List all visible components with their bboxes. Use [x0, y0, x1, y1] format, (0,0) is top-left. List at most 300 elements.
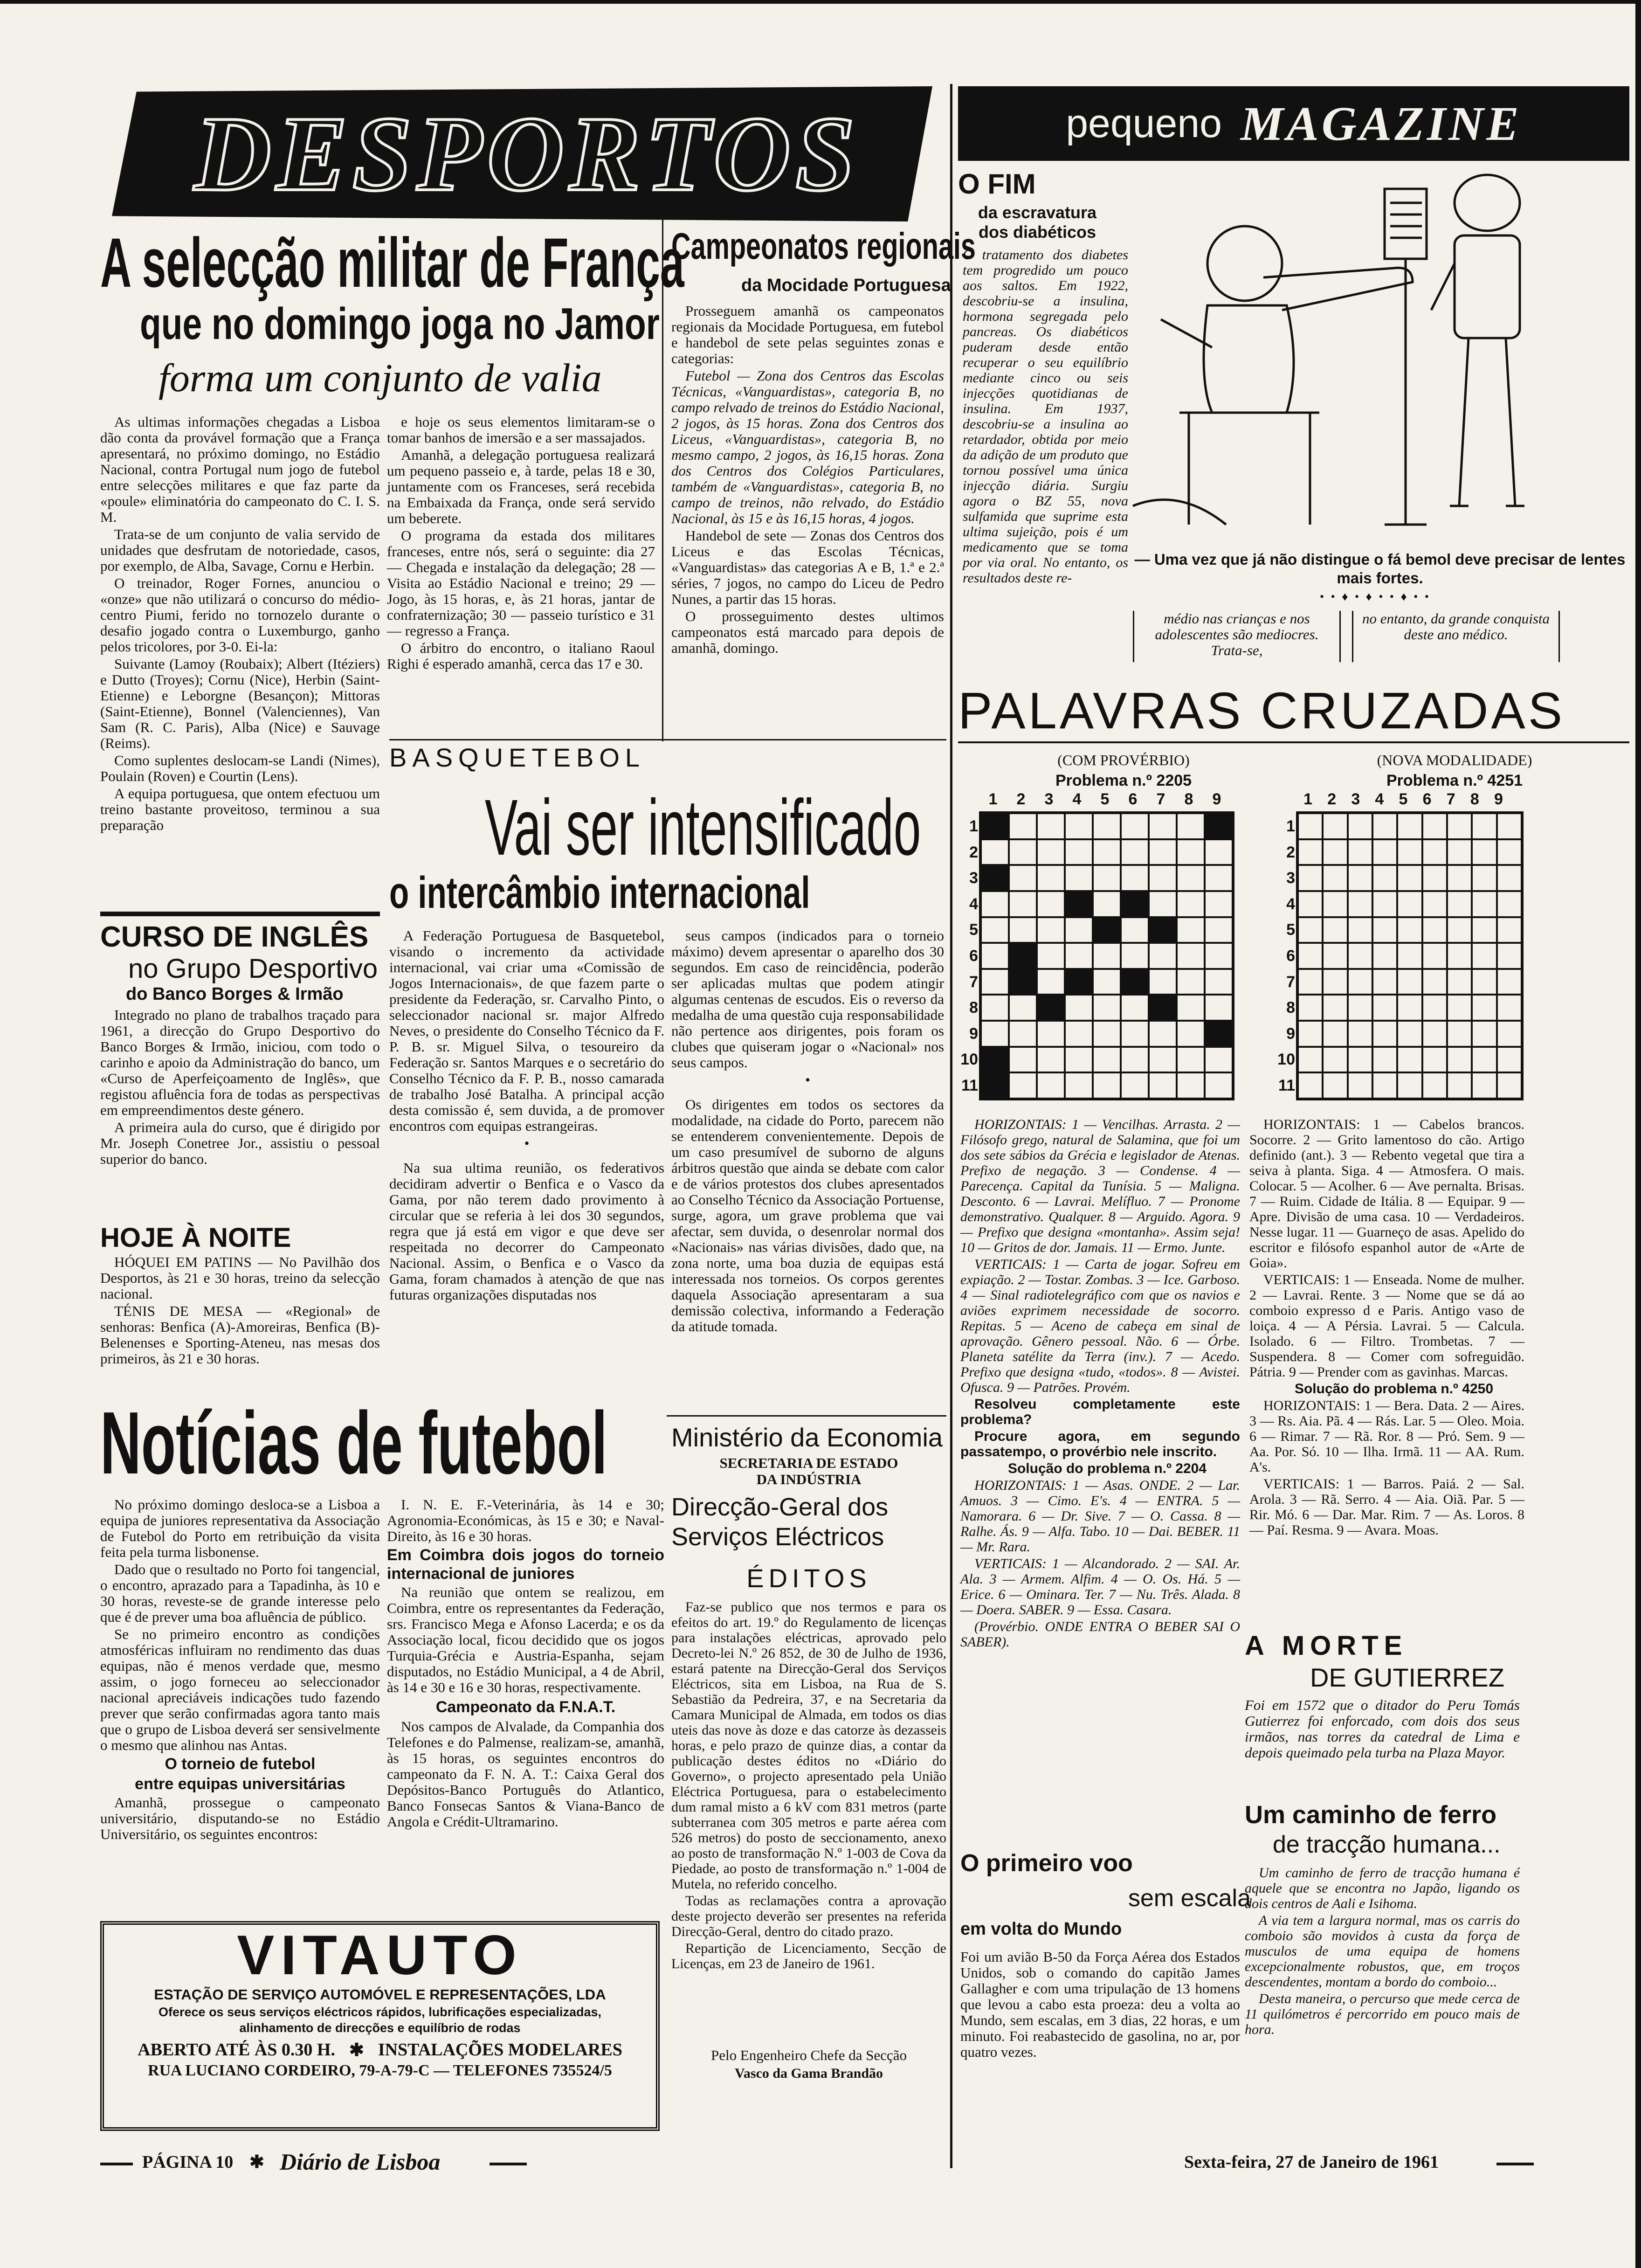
ministerio-p3: Repartição de Licenciamento, Secção de Licenças, em 23 de Janeiro de 1961. [671, 1941, 946, 1971]
grid-cell[interactable] [1009, 891, 1037, 917]
grid-cell[interactable] [1422, 813, 1447, 839]
grid-cell[interactable] [1472, 1072, 1496, 1099]
grid-cell[interactable] [1037, 969, 1065, 995]
grid-cell[interactable] [1177, 1021, 1205, 1047]
grid-cell[interactable] [981, 995, 1009, 1021]
grid-cell[interactable] [1298, 969, 1323, 995]
grid-cell[interactable] [1472, 813, 1496, 839]
grid-cell[interactable] [1121, 813, 1149, 839]
grid-cell[interactable] [981, 1047, 1009, 1073]
grid-cell[interactable] [1149, 891, 1177, 917]
grid-cell[interactable] [1397, 1072, 1422, 1099]
row-num: 11 [1278, 1076, 1295, 1094]
grid-cell[interactable] [981, 865, 1009, 891]
grid-cell[interactable] [1298, 865, 1323, 891]
grid-cell[interactable] [1121, 839, 1149, 865]
basquete-p4: Os dirigentes em todos os sectores da modalidade, na cidade do Porto, parecem não se entenderem convenientemente. Depois de um caso presumível de suborno de alguns árbitros questão que ainda se debate com calor e de vários protestos dos clubes apresentados ao Conselho Técnico da Associação Portuense, surge, agora, um grave problema que vai afectar, sem duvida, o desenrolar normal dos «Nacionais» nas várias divisões, dado que, na zona norte, uma boa duzia de equipas está interessada nos torneios. Os corpos gerentes daquela Associação apresentaram a sua demissão colectiva, informando a Federação da atitude tomada. [671, 1096, 944, 1335]
grid-cell[interactable] [1497, 995, 1522, 1021]
vitauto-brand: VITAUTO [237, 1924, 523, 1986]
morte-headline: A MORTE [1245, 1631, 1408, 1661]
grid-cell[interactable] [1298, 943, 1323, 969]
grid-cell[interactable] [1447, 1021, 1472, 1047]
grid-cell[interactable] [1177, 917, 1205, 943]
grid-cell[interactable] [1149, 969, 1177, 995]
grid-cell[interactable] [1009, 1021, 1037, 1047]
col-num: 6 [1128, 790, 1138, 808]
grid-cell[interactable] [1177, 865, 1205, 891]
magazine-big: MAGAZINE [1241, 97, 1522, 151]
grid-cell[interactable] [1093, 917, 1121, 943]
row-num: 10 [1277, 1051, 1295, 1069]
vitauto-line1: ESTAÇÃO DE SERVIÇO AUTOMÓVEL E REPRESENTAÇÕES, LDA [154, 1986, 606, 2003]
grid-cell[interactable] [1472, 891, 1496, 917]
fim-tail-col2: no entanto, da grande conquista deste ano médico. [1352, 611, 1560, 662]
grid-cell[interactable] [1323, 891, 1347, 917]
grid-cell[interactable] [1205, 917, 1233, 943]
basquete-p2: Na sua ultima reunião, os federativos decidiram advertir o Benfica e o Vasco da Gama, por não terem dado provimento à circular que se referia à lei dos 30 segundos, regra que já está em vigor e que deve ser respeitada no decorrer do Campeonato Nacional. Assim, o Benfica e o Vasco da Gama, foram chamados à atenção de que nas futuras organizações disputadas nos [389, 1160, 664, 1303]
grid-cell[interactable] [1177, 839, 1205, 865]
grid-cell[interactable] [1177, 813, 1205, 839]
grid-cell[interactable] [1298, 995, 1323, 1021]
grid-cell[interactable] [1397, 917, 1422, 943]
grid-cell[interactable] [981, 969, 1009, 995]
regionais-p2: Futebol — Zona dos Centros das Escolas Técnicas, «Vanguardistas», categoria B, no campo relvado de treinos do Estádio Nacional, 2 jogos, às 15 horas. Zona dos Centros dos Liceus, «Vanguardistas», categoria B, no mesmo campo, 2 jogos, às 16,15 horas. Zona dos Centros dos Colégios Particulares, também de «Vanguardistas», categoria B, no campo de treinos, não relvado, do Estádio Nacional, às 15 e às 16,15 horas, 4 jogos. [671, 367, 944, 526]
futebol-body-col2 [387, 1497, 664, 1907]
magazine-small: pequeno [1066, 101, 1222, 146]
grid-cell[interactable] [1422, 839, 1447, 865]
grid-cell[interactable] [1497, 969, 1522, 995]
torneio-headline: O torneio de futebol [165, 1755, 316, 1773]
grid-cell[interactable] [1009, 865, 1037, 891]
grid-cell[interactable] [1149, 1047, 1177, 1073]
grid-cell[interactable] [1422, 969, 1447, 995]
ministerio-headline: Ministério da Economia [671, 1423, 943, 1452]
caminho-p2: A via tem a largura normal, mas os carris do comboio são movidos à custa da força de musculos de uma equipa de homens excepcionalmente robustos, que, em troços descendentes, montam a bordo do comboio... [1245, 1913, 1520, 1990]
futebol-p3: Se no primeiro encontro as condições atmosféricas influiram no rendimento das duas equipas, não é menos verdade que, mesmo assim, o jogo forneceu ao seleccionador nacional apreciáveis indicações tudo fazendo prever que serão confirmadas agora tanto mais que o grupo de Lisboa deverá ser sensivelmente o mesmo que alinhou nas Antas. [100, 1626, 380, 1753]
grid-cell[interactable] [1037, 839, 1065, 865]
morte-body: Foi em 1572 que o ditador do Peru Tomás Gutierrez foi enforcado, com dois dos seus irmãos, nas torres da catedral de Lima e depois queimado pela turba na Plaza Mayor. [1245, 1697, 1520, 1761]
grid-cell[interactable] [1348, 995, 1372, 1021]
grid-cell[interactable] [1037, 891, 1065, 917]
grid-cell[interactable] [1323, 1072, 1347, 1099]
grid-cell[interactable] [1093, 813, 1121, 839]
grid-cell[interactable] [1397, 943, 1422, 969]
right-solucao-title: Solução do problema n.º 4250 [1294, 1381, 1494, 1397]
grid-cell[interactable] [1447, 891, 1472, 917]
grid-cell[interactable] [1348, 891, 1372, 917]
grid-cell[interactable] [1298, 1047, 1323, 1073]
grid-cell[interactable] [1093, 891, 1121, 917]
grid-cell[interactable] [1149, 1072, 1177, 1099]
grid-cell[interactable] [1397, 813, 1422, 839]
fim-headline: O FIM [958, 168, 1036, 200]
column-divider-main [950, 84, 952, 2168]
grid-cell[interactable] [1177, 891, 1205, 917]
grid-cell[interactable] [1177, 1072, 1205, 1099]
grid-cell[interactable] [1372, 865, 1397, 891]
grid-cell[interactable] [1093, 1072, 1121, 1099]
grid-cell[interactable] [1298, 1072, 1323, 1099]
col-num: 7 [1156, 790, 1165, 808]
left-puzzle-number: Problema n.º 2205 [1055, 772, 1192, 789]
grid-cell[interactable] [1323, 995, 1347, 1021]
palavras-rule [958, 741, 1629, 743]
grid-cell[interactable] [981, 839, 1009, 865]
grid-cell[interactable] [1348, 813, 1372, 839]
grid-cell[interactable] [1397, 1021, 1422, 1047]
grid-cell[interactable] [1447, 1072, 1472, 1099]
grid-cell[interactable] [1397, 865, 1422, 891]
row-num: 2 [969, 843, 978, 861]
grid-cell[interactable] [1422, 1021, 1447, 1047]
grid-cell[interactable] [1149, 839, 1177, 865]
futebol-headline: Notícias de futebol [100, 1394, 607, 1493]
ministerio-editos: ÉDITOS [746, 1563, 871, 1593]
lead-body-col1 [100, 414, 380, 906]
left-crossword-grid[interactable] [979, 811, 1234, 1100]
grid-cell[interactable] [1497, 1021, 1522, 1047]
futebol-p1: No próximo domingo desloca-se a Lisboa a equipa de juniores representativa da Associação de Futebol do Porto em retribuição da visita feita pela turma lisbonense. [100, 1496, 380, 1560]
grid-cell[interactable] [1422, 891, 1447, 917]
basquete-label: BASQUETEBOL [389, 743, 646, 772]
footer-page: PÁGINA 10 [142, 2152, 234, 2172]
grid-cell[interactable] [1065, 969, 1093, 995]
caminho-p3: Desta maneira, o percurso que mede cerca de 11 quilómetros é percorrido em pouco mais de hora. [1245, 1991, 1520, 2037]
cartoon-caption: — Uma vez que já não distingue o fá bemol deve precisar de lentes mais fortes. [1134, 551, 1626, 587]
grid-cell[interactable] [1037, 1021, 1065, 1047]
grid-cell[interactable] [1205, 995, 1233, 1021]
torneio-subheadline: entre equipas universitárias [135, 1775, 345, 1793]
grid-cell[interactable] [1472, 865, 1496, 891]
grid-cell[interactable] [1205, 969, 1233, 995]
grid-cell[interactable] [1298, 891, 1323, 917]
grid-cell[interactable] [1037, 917, 1065, 943]
grid-cell[interactable] [1205, 865, 1233, 891]
left-horizontais: HORIZONTAIS: 1 — Vencilhas. Arrasta. 2 — Filósofo grego, natural de Salamina, que foi um dos sete sábios da Grécia e legislador de Atenas. Prefixo de negação. 3 — Condense. 4 — Parecença. Capital da Tunísia. 5 — Maligna. Desconto. 6 — Lavrai. Melífluo. 7 — Pronome demonstrativo. Qualquer. 8 — Arguido. Agora. 9 — Prefixo que designa «montanha». Assim seja! 10 — Gritos de dor. Jamais. 11 — Ermo. Junte. [960, 1117, 1240, 1255]
grid-cell[interactable] [1093, 1047, 1121, 1073]
grid-cell[interactable] [1472, 969, 1496, 995]
grid-cell[interactable] [1037, 943, 1065, 969]
row-num: 1 [969, 817, 978, 835]
caminho-p1: Um caminho de ferro de tracção humana é aquele que se encontra no Japão, ligando os dois centros de Aali e Isihoma. [1245, 1865, 1520, 1911]
grid-cell[interactable] [1065, 813, 1093, 839]
vitauto-hours: ABERTO ATÉ ÀS 0.30 H. [138, 2040, 335, 2060]
grid-cell[interactable] [1348, 917, 1372, 943]
grid-cell[interactable] [1205, 943, 1233, 969]
grid-cell[interactable] [1177, 1047, 1205, 1073]
grid-cell[interactable] [1037, 1047, 1065, 1073]
grid-cell[interactable] [1009, 813, 1037, 839]
futebol-body-col1 [100, 1496, 380, 1842]
grid-cell[interactable] [1422, 943, 1447, 969]
grid-cell[interactable] [1472, 943, 1496, 969]
grid-cell[interactable] [1323, 969, 1347, 995]
grid-cell[interactable] [1323, 917, 1347, 943]
ministerio-body [671, 1599, 946, 2028]
voo-subheadline: sem escala [1128, 1885, 1251, 1912]
right-solucao-v: VERTICAIS: 1 — Barros. Paiá. 2 — Sal. Arola. 3 — Rã. Serro. 4 — Aia. Oiã. Par. 5 — Rir. Mó. 6 — Dar. Mar. Rim. 7 — As. Loros. 8 — Paí. Resma. 9 — Avara. Moas. [1249, 1476, 1524, 1538]
ingles-p2: A primeira aula do curso, que é dirigido por Mr. Joseph Conetree Jor., assistiu o pessoal superior do banco. [100, 1119, 380, 1167]
grid-cell[interactable] [1065, 995, 1093, 1021]
futebol-p2: Dado que o resultado no Porto foi tangencial, o encontro, aprazado para a Tapadinha, às 10 e 30 horas, reveste-se de grande interesse pelo que é de prever uma boa afluência de público. [100, 1561, 380, 1625]
basquete-headline: Vai ser intensificado [485, 783, 921, 872]
grid-cell[interactable] [1009, 969, 1037, 995]
grid-cell[interactable] [1093, 943, 1121, 969]
grid-cell[interactable] [981, 943, 1009, 969]
ingles-body [100, 1007, 380, 1212]
lead-p5: Como suplentes deslocam-se Landi (Nimes), Poulain (Roven) e Courtin (Lens). [100, 752, 380, 784]
grid-cell[interactable] [1149, 943, 1177, 969]
grid-cell[interactable] [1348, 839, 1372, 865]
ingles-subheadline: no Grupo Desportivo [128, 954, 378, 984]
grid-cell[interactable] [1372, 969, 1397, 995]
grid-cell[interactable] [1065, 917, 1093, 943]
regionais-p4: O prosseguimento destes ultimos campeonatos está marcado para depois de amanhã, domingo. [671, 608, 944, 656]
grid-cell[interactable] [1037, 813, 1065, 839]
footer-date: Sexta-feira, 27 de Janeiro de 1961 [1184, 2152, 1439, 2172]
caminho-subheadline: de tracção humana... [1273, 1831, 1501, 1858]
grid-cell[interactable] [1065, 943, 1093, 969]
col-num: 8 [1184, 790, 1193, 808]
footer-rule-right [1496, 2163, 1534, 2165]
right-grid-row-numbers [1276, 814, 1295, 1099]
grid-cell[interactable] [1065, 1047, 1093, 1073]
lead-p2: Trata-se de um conjunto de valia servido de unidades que desfrutam de notoriedade, casos, por exemplo, de Alba, Savage, Cornu e Herbin. [100, 526, 380, 574]
grid-cell[interactable] [1149, 813, 1177, 839]
row-num: 9 [1286, 1024, 1295, 1043]
grid-cell[interactable] [1093, 865, 1121, 891]
hoje-p1: HÓQUEI EM PATINS — No Pavilhão dos Desportos, às 21 e 30 horas, treino da selecção nacional. [100, 1254, 380, 1302]
grid-cell[interactable] [1422, 995, 1447, 1021]
grid-cell[interactable] [1093, 995, 1121, 1021]
grid-cell[interactable] [1121, 917, 1149, 943]
grid-cell[interactable] [1372, 839, 1397, 865]
grid-cell[interactable] [1447, 969, 1472, 995]
grid-cell[interactable] [1447, 917, 1472, 943]
grid-cell[interactable] [1121, 1021, 1149, 1047]
grid-cell[interactable] [1177, 943, 1205, 969]
grid-cell[interactable] [1205, 1021, 1233, 1047]
grid-cell[interactable] [1323, 865, 1347, 891]
grid-cell[interactable] [1009, 917, 1037, 943]
grid-cell[interactable] [1205, 1072, 1233, 1099]
grid-cell[interactable] [1447, 813, 1472, 839]
grid-cell[interactable] [1009, 1047, 1037, 1073]
grid-cell[interactable] [1397, 839, 1422, 865]
grid-cell[interactable] [1397, 891, 1422, 917]
grid-cell[interactable] [1447, 995, 1472, 1021]
grid-cell[interactable] [1205, 1047, 1233, 1073]
lead-p1: As ultimas informações chegadas a Lisboa dão conta da provável formação que a França apresentará, no próximo domingo, no Estádio Nacional, contra Portugal num jogo de futebol entre selecções militares e que faz parte da «poule» eliminatória do campeonato do C. I. S. M. [100, 414, 380, 525]
row-num: 5 [1286, 921, 1295, 939]
regionais-headline: Campeonatos regionais [671, 225, 976, 267]
grid-cell[interactable] [1422, 1047, 1447, 1073]
left-grid-col-numbers [979, 790, 1231, 809]
grid-cell[interactable] [981, 813, 1009, 839]
grid-cell[interactable] [1298, 813, 1323, 839]
row-num: 6 [1286, 947, 1295, 965]
grid-cell[interactable] [1009, 1072, 1037, 1099]
grid-cell[interactable] [1205, 839, 1233, 865]
grid-cell[interactable] [1323, 813, 1347, 839]
grid-cell[interactable] [1093, 839, 1121, 865]
grid-cell[interactable] [1497, 839, 1522, 865]
row-num: 8 [1286, 999, 1295, 1017]
grid-cell[interactable] [1497, 1047, 1522, 1073]
grid-cell[interactable] [1298, 917, 1323, 943]
col-num: 9 [1212, 790, 1221, 808]
grid-cell[interactable] [1121, 969, 1149, 995]
grid-cell[interactable] [1397, 995, 1422, 1021]
grid-cell[interactable] [1323, 839, 1347, 865]
grid-cell[interactable] [1065, 1072, 1093, 1099]
grid-cell[interactable] [1323, 1021, 1347, 1047]
grid-cell[interactable] [981, 1021, 1009, 1047]
grid-cell[interactable] [1497, 891, 1522, 917]
grid-cell[interactable] [1348, 865, 1372, 891]
grid-cell[interactable] [1372, 813, 1397, 839]
col-num: 1 [988, 790, 998, 808]
fnat-headline: Campeonato da F.N.A.T. [435, 1698, 616, 1716]
grid-cell[interactable] [1065, 839, 1093, 865]
hoje-headline: HOJE À NOITE [100, 1223, 291, 1253]
caminho-headline: Um caminho de ferro [1245, 1801, 1497, 1829]
grid-cell[interactable] [1372, 995, 1397, 1021]
regionais-p3: Handebol de sete — Zonas dos Centros dos Liceus e das Escolas Técnicas, «Vanguardistas» das categorias A e B, 1.ª e 2.ª séries, 7 jogos, no campo do Liceu de Pedro Nunes, a partir das 15 horas. [671, 527, 944, 607]
grid-cell[interactable] [981, 917, 1009, 943]
lead-p6: A equipa portuguesa, que ontem efectuou um treino bastante proveitoso, terminou a sua preparação [100, 785, 380, 833]
grid-cell[interactable] [1472, 917, 1496, 943]
left-solucao-h: HORIZONTAIS: 1 — Asas. ONDE. 2 — Lar. Amuos. 3 — Cimo. E's. 4 — ENTRA. 5 — Namorara. 6 — Dr. Sive. 7 — O. Cassa. 8 — Ralhe. Ás. 9 — Alfa. Tabo. 10 — Dai. BEBER. 11 — Mr. Rara. [960, 1478, 1240, 1555]
grid-cell[interactable] [1149, 1021, 1177, 1047]
grid-cell[interactable] [1205, 891, 1233, 917]
grid-cell[interactable] [1177, 969, 1205, 995]
grid-cell[interactable] [1472, 839, 1496, 865]
grid-cell[interactable] [1422, 865, 1447, 891]
cartoon-illustration [1133, 170, 1627, 553]
magazine-banner [958, 86, 1629, 161]
grid-cell[interactable] [1372, 1072, 1397, 1099]
grid-cell[interactable] [981, 891, 1009, 917]
voo-body: Foi um avião B-50 da Força Aérea dos Estados Unidos, sob o comando do capitão James Gallagher e com uma tripulação de 13 homens que levou a cabo esta proeza: deu a volta ao Mundo, sem escalas, em 3 dias, 22 horas, e um minuto. Foi reabastecido de gasolina, no ar, por quatro vezes. [960, 1949, 1240, 2060]
right-puzzle-kind: (NOVA MODALIDADE) [1377, 752, 1532, 768]
grid-cell[interactable] [1177, 995, 1205, 1021]
grid-cell[interactable] [1121, 865, 1149, 891]
row-num: 3 [969, 869, 978, 887]
grid-cell[interactable] [1422, 917, 1447, 943]
lead-p7: e hoje os seus elementos limitaram-se o tomar banhos de imersão e a ser massajados. [387, 414, 655, 446]
grid-cell[interactable] [1372, 917, 1397, 943]
grid-cell[interactable] [1422, 1072, 1447, 1099]
ingles-p1: Integrado no plano de trabalhos traçado para 1961, a direcção do Grupo Desportivo do Banco Borges & Irmão, iniciou, com todo o carinho e apoio da Administração do banco, um «Curso de Aperfeiçoamento de Inglês», que registou afluência fora de todas as perspectivas em empreendimentos deste género. [100, 1007, 380, 1118]
grid-cell[interactable] [1065, 865, 1093, 891]
grid-cell[interactable] [1065, 1021, 1093, 1047]
right-border [1635, 0, 1641, 2268]
grid-cell[interactable] [1121, 943, 1149, 969]
grid-cell[interactable] [1323, 1047, 1347, 1073]
grid-cell[interactable] [1348, 1021, 1372, 1047]
grid-cell[interactable] [1372, 943, 1397, 969]
grid-cell[interactable] [1497, 1072, 1522, 1099]
right-verticais: VERTICAIS: 1 — Enseada. Nome de mulher. 2 — Lavrai. Rente. 3 — Nome que se dá ao comboio expresso d e Paris. Antigo vaso de loiça. 4 — A Pérsia. Lavrai. 5 — Calcula. Isolado. 6 — Filtro. Trombetas. 7 — Suspendera. 8 — Comer com sofreguidão. Pátria. 9 — Prender com as gavinhas. Marcas. [1249, 1272, 1524, 1380]
row-num: 10 [960, 1051, 978, 1069]
row-num: 7 [1286, 973, 1295, 991]
footer-rule-mid [490, 2163, 527, 2165]
right-crossword-grid[interactable] [1296, 811, 1524, 1100]
grid-cell[interactable] [1065, 891, 1093, 917]
grid-cell[interactable] [1009, 995, 1037, 1021]
grid-cell[interactable] [1205, 813, 1233, 839]
grid-cell[interactable] [1472, 1047, 1496, 1073]
grid-cell[interactable] [1348, 1072, 1372, 1099]
grid-cell[interactable] [981, 1072, 1009, 1099]
left-puzzle-kind: (COM PROVÉRBIO) [1057, 752, 1190, 768]
row-num: 5 [969, 921, 978, 939]
hoje-p2: TÉNIS DE MESA — «Regional» de senhoras: Benfica (A)-Amoreiras, Benfica (B)-Belenenses e Sporting-Ateneu, nas mesas dos primeiros, às 21 e 30 horas. [100, 1303, 380, 1367]
col-num: 2 [1327, 790, 1337, 808]
ingles-kicker: do Banco Borges & Irmão [126, 984, 344, 1004]
grid-cell[interactable] [1037, 995, 1065, 1021]
grid-cell[interactable] [1093, 969, 1121, 995]
grid-cell[interactable] [1009, 839, 1037, 865]
grid-cell[interactable] [1372, 1021, 1397, 1047]
grid-cell[interactable] [1298, 839, 1323, 865]
grid-cell[interactable] [1037, 865, 1065, 891]
grid-cell[interactable] [1447, 1047, 1472, 1073]
grid-cell[interactable] [1472, 1021, 1496, 1047]
left-procure: Procure agora, em segundo passatempo, o provérbio nele inscrito. [960, 1429, 1240, 1459]
grid-cell[interactable] [1121, 1047, 1149, 1073]
grid-cell[interactable] [1009, 943, 1037, 969]
grid-cell[interactable] [1348, 1047, 1372, 1073]
grid-cell[interactable] [1497, 813, 1522, 839]
grid-cell[interactable] [1149, 917, 1177, 943]
grid-cell[interactable] [1397, 969, 1422, 995]
grid-cell[interactable] [1397, 1047, 1422, 1073]
row-num: 3 [1286, 869, 1295, 887]
grid-cell[interactable] [1447, 943, 1472, 969]
grid-cell[interactable] [1323, 943, 1347, 969]
grid-cell[interactable] [1472, 995, 1496, 1021]
grid-cell[interactable] [1037, 1072, 1065, 1099]
lead-p8: Amanhã, a delegação portuguesa realizará um pequeno passeio e, à tarde, pelas 18 e 30, juntamente com os Franceses, será recebida na Embaixada da França, onde será servido um beberete. [387, 447, 655, 526]
basquete-subheadline: o intercâmbio internacional [389, 868, 810, 918]
grid-cell[interactable] [1447, 865, 1472, 891]
left-solucao-v: VERTICAIS: 1 — Alcandorado. 2 — SAI. Ar. Ala. 3 — Armem. Alfim. 4 — O. Os. Há. 5 — Erice. 6 — Ominara. Ter. 7 — Nu. Três. Alada. 8 — Doera. SABER. 9 — Essa. Casara. [960, 1556, 1240, 1618]
grid-cell[interactable] [1497, 865, 1522, 891]
grid-cell[interactable] [1348, 943, 1372, 969]
col-num: 8 [1470, 790, 1479, 808]
ornament-divider: • • ♦ • ♦ • • ♦ • • [1319, 590, 1431, 603]
grid-cell[interactable] [1121, 891, 1149, 917]
row-num: 11 [961, 1076, 978, 1094]
grid-cell[interactable] [1497, 917, 1522, 943]
grid-cell[interactable] [1497, 943, 1522, 969]
grid-cell[interactable] [1348, 969, 1372, 995]
grid-cell[interactable] [1093, 1021, 1121, 1047]
grid-cell[interactable] [1121, 1072, 1149, 1099]
grid-cell[interactable] [1149, 995, 1177, 1021]
grid-cell[interactable] [1298, 1021, 1323, 1047]
grid-cell[interactable] [1149, 865, 1177, 891]
grid-cell[interactable] [1372, 1047, 1397, 1073]
col-num: 3 [1351, 790, 1360, 808]
lead-kicker: forma um conjunto de valia [159, 355, 602, 400]
grid-cell[interactable] [1121, 995, 1149, 1021]
grid-cell[interactable] [1372, 891, 1397, 917]
col-num: 3 [1044, 790, 1054, 808]
grid-cell[interactable] [1447, 839, 1472, 865]
